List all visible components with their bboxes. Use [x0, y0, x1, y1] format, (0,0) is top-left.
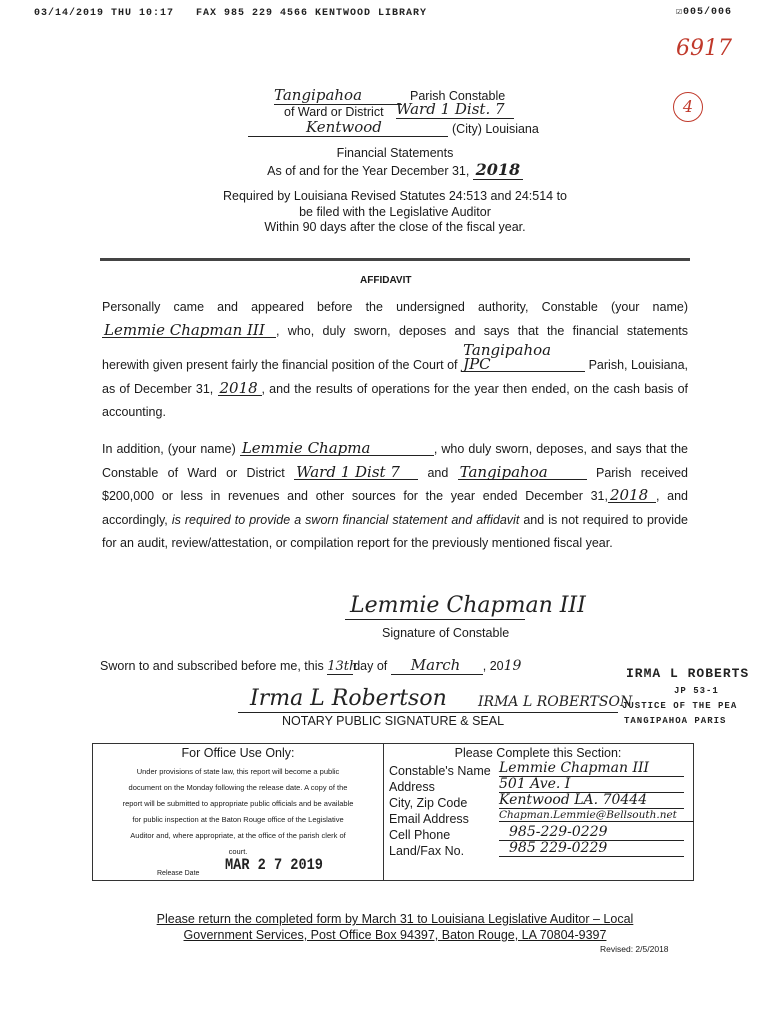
- row-city-zip: [389, 794, 689, 810]
- notary-label: NOTARY PUBLIC SIGNATURE & SEAL: [282, 714, 505, 728]
- annotation-number: 6917: [676, 36, 732, 61]
- row-label: City, Zip Code: [389, 796, 468, 810]
- row-value: Lemmie Chapman III: [499, 760, 684, 777]
- signature-label: Signature of Constable: [382, 626, 510, 640]
- p2-text-d: , and accordingly,: [102, 489, 688, 527]
- requirement-line-3: Within 90 days after the close of the fiscal year.: [264, 220, 526, 234]
- release-date-stamp: MAR 2 7 2019: [225, 856, 323, 874]
- p2-parish: Tangipahoa: [458, 465, 587, 480]
- office-text-line: Under provisions of state law, this report will become a public: [136, 767, 340, 776]
- notary-stamp-line2: JP 53-1: [674, 686, 719, 696]
- ward-label: of Ward or District: [284, 105, 384, 119]
- row-label: Email Address: [389, 812, 469, 826]
- affidavit-paragraph-2: [102, 438, 688, 556]
- row-value: 985 229-0229: [499, 840, 684, 857]
- row-land-fax: [389, 842, 689, 858]
- row-label: Cell Phone: [389, 828, 451, 842]
- p2-and: and: [427, 465, 449, 480]
- office-text-line: for public inspection at the Baton Rouge office of the Legislative: [132, 815, 344, 824]
- office-use-text: [107, 764, 369, 860]
- p1-text-d: , and the results of operations for the year then ended, on the cash basis of accounting.: [102, 381, 688, 419]
- p1-year: 2018: [218, 381, 262, 396]
- sworn-day: 13th: [327, 659, 358, 674]
- affidavit-paragraph-1: [102, 296, 688, 425]
- footer-line-2: Government Services, Post Office Box 94397, Baton Rouge, LA 70804-9397: [183, 928, 607, 942]
- financial-statements-title: Financial Statements: [336, 146, 454, 160]
- complete-section-title: Please Complete this Section:: [454, 746, 622, 760]
- fax-number: FAX 985 229 4566 KENTWOOD LIBRARY: [196, 8, 428, 19]
- parish-handwritten: Tangipahoa: [274, 86, 402, 105]
- footer-line-1: Please return the completed form by March 31 to Louisiana Legislative Auditor – Local: [156, 912, 634, 926]
- notary-stamp-name: IRMA L ROBERTS: [626, 666, 750, 681]
- row-value: 985-229-0229: [499, 824, 684, 841]
- notary-stamp-line3: JUSTICE OF THE PEA: [622, 701, 738, 711]
- sworn-year: 19: [503, 658, 522, 674]
- notary-line: [238, 712, 618, 713]
- row-label: Address: [389, 780, 435, 794]
- office-box: [92, 743, 694, 881]
- year-line: [200, 160, 590, 180]
- office-use-title: For Office Use Only:: [181, 746, 295, 760]
- p2-text-a: In addition, (your name): [102, 442, 236, 456]
- complete-section-rows: [389, 762, 689, 858]
- year-handwritten: 2018: [473, 160, 523, 180]
- header-block: [248, 86, 548, 138]
- p2-text-c: Parish received $200,000 or less in revenues and other sources for the year ended December 31,: [102, 465, 688, 503]
- notary-signature: Irma L Robertson: [250, 686, 447, 711]
- p2-ward: Ward 1 Dist 7: [294, 465, 418, 480]
- p2-text-b: , who duly sworn, deposes, and says that the Constable of Ward or District: [102, 442, 688, 480]
- row-label: Land/Fax No.: [389, 844, 465, 858]
- box-divider: [383, 744, 384, 880]
- requirement-line-1: Required by Louisiana Revised Statutes 24:513 and 24:514 to: [223, 189, 567, 203]
- affidavit-title: AFFIDAVIT: [360, 275, 412, 286]
- notary-stamp-line4: TANGIPAHOA PARIS: [624, 716, 727, 726]
- sworn-text-c: , 20: [482, 659, 504, 673]
- year-line-text: As of and for the Year December 31,: [267, 164, 470, 178]
- section-divider: [100, 258, 690, 261]
- requirement-line-2: be filed with the Legislative Auditor: [299, 205, 491, 219]
- p2-constable-name: Lemmie Chapma: [240, 441, 434, 456]
- revised-date: Revised: 2/5/2018: [600, 944, 669, 954]
- notary-printed-name: IRMA L ROBERTSON: [478, 694, 633, 710]
- city-handwritten: Kentwood: [248, 118, 448, 137]
- sworn-month: March: [391, 656, 483, 675]
- row-value: Kentwood LA. 70444: [499, 792, 684, 809]
- p2-italic-text: is required to provide a sworn financial statement and affidavit: [171, 512, 520, 527]
- parish-label: Parish Constable: [410, 89, 506, 103]
- fax-page: ☑005/006: [676, 7, 733, 18]
- p1-constable-name: Lemmie Chapman III: [102, 323, 276, 338]
- p1-text-b: , who, duly sworn, deposes and says that the financial statements herewith given present fairly the financial position of the Court of: [102, 323, 688, 372]
- constable-signature: Lemmie Chapman III: [350, 593, 586, 618]
- ward-handwritten: Ward 1 Dist. 7: [396, 100, 514, 119]
- office-text-line: document on the Monday following the release date. A copy of the: [128, 783, 348, 792]
- sworn-text-b: day of: [353, 659, 388, 673]
- row-value: 501 Ave. I: [499, 776, 684, 793]
- p2-text-e: and is not required to provide for an audit, review/attestation, or compilation report for the previously mentioned fiscal year.: [102, 512, 688, 550]
- p1-text-c: Parish, Louisiana, as of December 31,: [102, 358, 689, 396]
- signature-line: [345, 619, 525, 620]
- office-text-line: report will be submitted to appropriate public officials and be available: [122, 799, 354, 808]
- city-label: (City) Louisiana: [452, 122, 539, 136]
- circled-number: 4: [673, 92, 703, 122]
- sworn-line: [100, 656, 521, 675]
- row-value: Chapman.Lemmie@Bellsouth.net: [499, 809, 694, 822]
- row-label: Constable's Name: [389, 764, 491, 778]
- fax-datetime: 03/14/2019 THU 10:17: [34, 8, 175, 19]
- p1-court: Tangipahoa JPC: [461, 343, 585, 372]
- office-text-line: Auditor and, where appropriate, at the office of the parish clerk of: [130, 831, 346, 840]
- p2-year: 2018: [608, 488, 656, 503]
- p1-text-a: Personally came and appeared before the undersigned authority, Constable (your name): [102, 300, 688, 314]
- office-text-line: court.: [228, 847, 248, 856]
- sworn-text-a: Sworn to and subscribed before me, this: [100, 659, 324, 673]
- release-date-label: Release Date: [157, 870, 200, 877]
